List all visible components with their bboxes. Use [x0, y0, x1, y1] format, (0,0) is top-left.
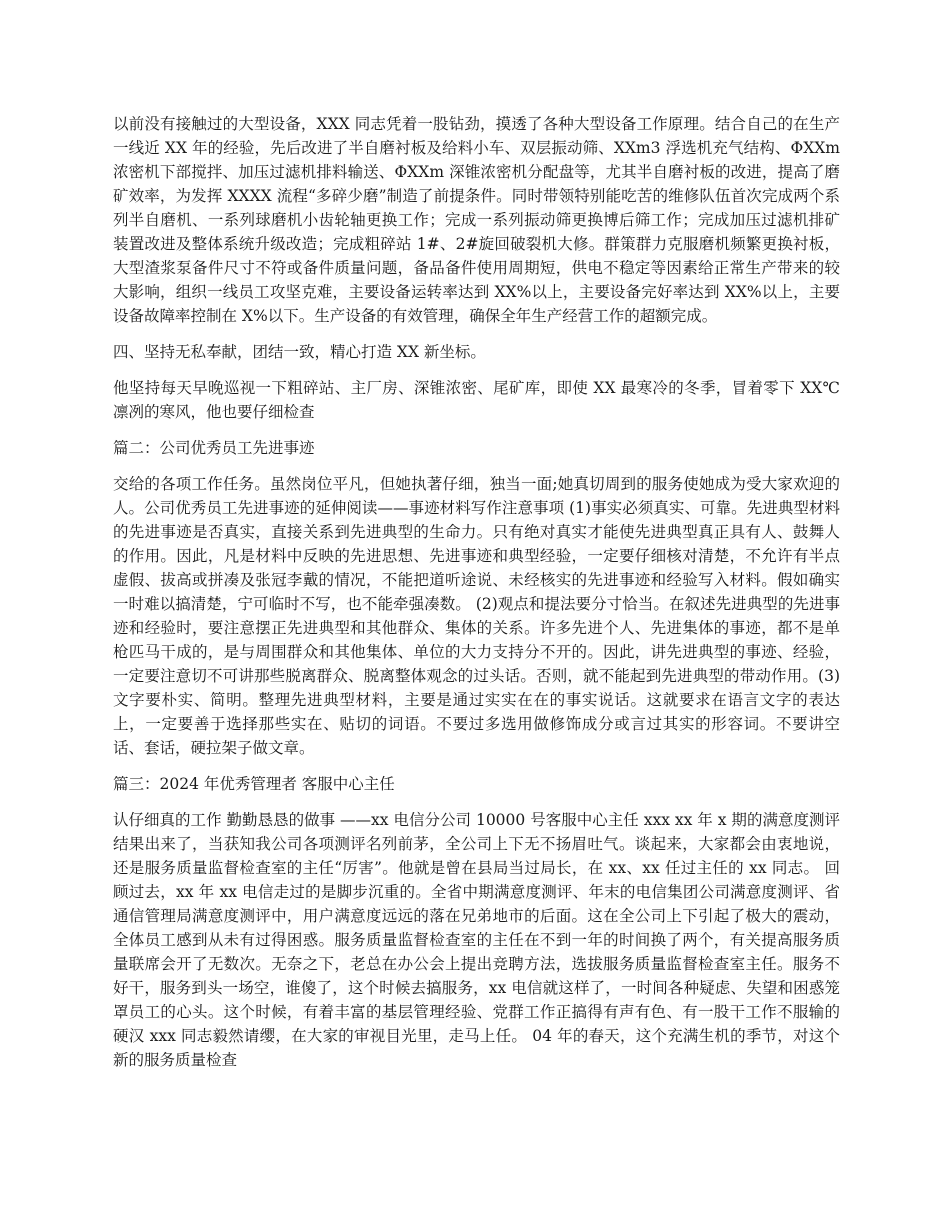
body-paragraph-3: 交给的各项工作任务。虽然岗位平凡，但她执著仔细，独当一面;她真切周到的服务使她成为受大家欢迎的人。公司优秀员工先进事迹的延伸阅读——事迹材料写作注意事项 (1)事实必须真实、可靠。先进典型材料的先进事迹是否真实，直接关系到先进典型的生命力。只有绝对真实才能使先进典型真正具有人、鼓舞人的作用。因此，凡是材料中反映的先进思想、先进事迹和典型经验，一定要仔细核对清楚，不允许有半点虚假、拔高或拼凑及张冠李戴的情况，不能把道听途说、未经核实的先进事迹和经验写入材料。假如确实一时难以搞清楚，宁可临时不写，也不能牵强凑数。 (2)观点和提法要分寸恰当。在叙述先进典型的先进事迹和经验时，要注意摆正先进典型和其他群众、集体的关系。许多先进个人、先进集体的事迹，都不是单枪匹马干成的，是与周围群众和其他集体、单位的大力支持分不开的。因此，讲先进典型的事迹、经验，一定要注意切不可讲那些脱离群众、脱离整体观念的过头话。否则，就不能起到先进典型的带动作用。(3)文字要朴实、简明。整理先进典型材料，主要是通过实实在在的事实说话。这就要求在语言文字的表达上，一定要善于选择那些实在、贴切的词语。不要过多选用做修饰成分或言过其实的形容词。不要讲空话、套话，硬拉架子做文章。	[113, 475, 840, 757]
article-heading-2: 篇二：公司优秀员工先进事迹	[113, 439, 315, 457]
body-paragraph-4: 认仔细真的工作 勤勤恳恳的做事 ——xx 电信分公司 10000 号客服中心主任 xxx xx 年 x 期的满意度测评结果出来了，当获知我公司各项测评名列前茅，全公司上下无不扬眉吐气。谈起来，大家都会由衷地说，还是服务质量监督检查室的主任“厉害”。他就是曾在县局当过局长，在 xx、xx 任过主任的 xx 同志。 回顾过去，xx 年 xx 电信走过的是脚步沉重的。全省中期满意度测评、年末的电信集团公司满意度测评、省通信管理局满意度测评中，用户满意度远远的落在兄弟地市的后面。这在全公司上下引起了极大的震动，全体员工感到从未有过得困惑。服务质量监督检查室的主任在不到一年的时间换了两个，有关提高服务质量联席会开了无数次。无奈之下，老总在办公会上提出竞聘方法，选拔服务质量监督检查室主任。服务不好干，服务到头一场空，谁傻了，这个时候去搞服务，xx 电信就这样了，一时间各种疑虑、失望和困惑笼罩员工的心头。这个时候，有着丰富的基层管理经验、党群工作正搞得有声有色、有一股干工作不服输的硬汉 xxx 同志毅然请缨，在大家的审视目光里，走马上任。 04 年的春天，这个充满生机的季节，对这个新的服务质量检查	[113, 811, 840, 1069]
document-page	[113, 112, 840, 1084]
article-heading-3: 篇三：2024 年优秀管理者 客服中心主任	[113, 775, 395, 793]
body-paragraph-2: 他坚持每天早晚巡视一下粗碎站、主厂房、深锥浓密、尾矿库，即使 XX 最寒冷的冬季，冒着零下 XX℃凛冽的寒风，他也要仔细检查	[113, 379, 840, 421]
section-heading-4: 四、坚持无私奉献，团结一致，精心打造 XX 新坐标。	[113, 343, 486, 361]
body-paragraph-1: 以前没有接触过的大型设备，XXX 同志凭着一股钻劲，摸透了各种大型设备工作原理。结合自己的在生产一线近 XX 年的经验，先后改进了半自磨衬板及给料小车、双层振动筛、XXm3 浮选机充气结构、ΦXXm 浓密机下部搅拌、加压过滤机排料输送、ΦXXm 深锥浓密机分配盘等，尤其半自磨衬板的改进，提高了磨矿效率，为发挥 XXXX 流程“多碎少磨”制造了前提条件。同时带领特别能吃苦的维修队伍首次完成两个系列半自磨机、一系列球磨机小齿轮轴更换工作；完成一系列振动筛更换博后筛工作；完成加压过滤机排矿装置改进及整体系统升级改造；完成粗碎站 1#、2#旋回破裂机大修。群策群力克服磨机频繁更换衬板，大型渣浆泵备件尺寸不符或备件质量问题，备品备件使用周期短，供电不稳定等因素给正常生产带来的较大影响，组织一线员工攻坚克难，主要设备运转率达到 XX%以上，主要设备完好率达到 XX%以上，主要设备故障率控制在 X%以下。生产设备的有效管理，确保全年生产经营工作的超额完成。	[113, 115, 840, 325]
